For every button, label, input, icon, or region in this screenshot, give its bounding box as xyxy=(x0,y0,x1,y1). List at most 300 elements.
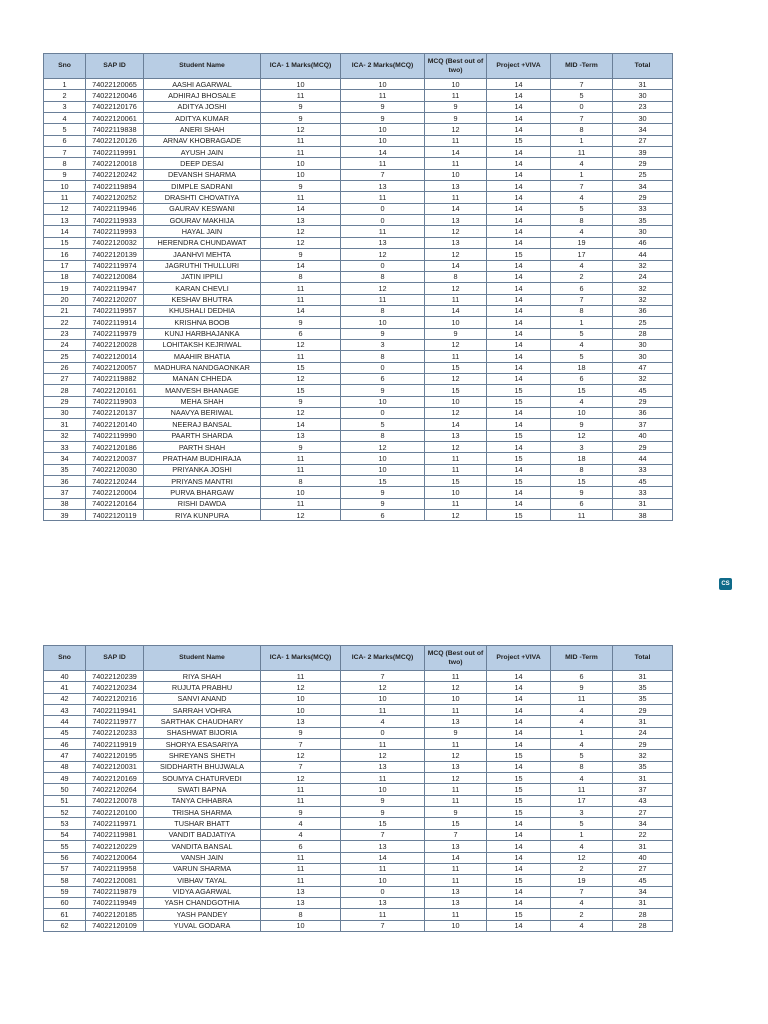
table-row xyxy=(44,305,673,316)
cell-student-name: PURVA BHARGAW xyxy=(144,487,261,498)
cell-sap-id: 74022119946 xyxy=(86,203,144,214)
cell-sap-id: 74022120252 xyxy=(86,192,144,203)
marks-table-1 xyxy=(43,53,673,521)
cell-mid-term: 4 xyxy=(551,226,613,237)
table-row xyxy=(44,716,673,727)
cell-sap-id: 74022119993 xyxy=(86,226,144,237)
cell-project-viva: 15 xyxy=(487,750,551,761)
cell-student-name: GAURAV KESWANI xyxy=(144,203,261,214)
table-row xyxy=(44,317,673,328)
cell-mcq-best: 11 xyxy=(425,875,487,886)
cell-ica2-marks: 10 xyxy=(341,693,425,704)
table-row xyxy=(44,419,673,430)
cell-total: 31 xyxy=(613,773,673,784)
cell-project-viva: 14 xyxy=(487,147,551,158)
column-header-project-viva: Project +VIVA xyxy=(487,54,551,79)
cell-ica2-marks: 0 xyxy=(341,407,425,418)
cell-mid-term: 4 xyxy=(551,716,613,727)
cell-student-name: ANERI SHAH xyxy=(144,124,261,135)
cell-project-viva: 14 xyxy=(487,852,551,863)
cell-sno: 28 xyxy=(44,385,86,396)
cell-total: 29 xyxy=(613,442,673,453)
cell-mid-term: 4 xyxy=(551,897,613,908)
table-row xyxy=(44,852,673,863)
cell-ica1-marks: 13 xyxy=(261,430,341,441)
cell-student-name: MAAHIR BHATIA xyxy=(144,351,261,362)
cell-student-name: DEEP DESAI xyxy=(144,158,261,169)
cell-project-viva: 14 xyxy=(487,113,551,124)
cell-student-name: JATIN IPPILI xyxy=(144,271,261,282)
cell-project-viva: 14 xyxy=(487,79,551,90)
cell-mcq-best: 11 xyxy=(425,135,487,146)
table-row xyxy=(44,237,673,248)
cell-mcq-best: 11 xyxy=(425,705,487,716)
cell-sap-id: 74022120014 xyxy=(86,351,144,362)
cell-sno: 25 xyxy=(44,351,86,362)
cell-project-viva: 14 xyxy=(487,419,551,430)
cell-ica1-marks: 7 xyxy=(261,761,341,772)
cell-project-viva: 14 xyxy=(487,351,551,362)
cell-student-name: TUSHAR BHATT xyxy=(144,818,261,829)
table-row xyxy=(44,829,673,840)
cell-ica2-marks: 12 xyxy=(341,442,425,453)
cell-ica2-marks: 6 xyxy=(341,373,425,384)
cell-ica2-marks: 15 xyxy=(341,818,425,829)
cell-ica1-marks: 13 xyxy=(261,886,341,897)
cell-ica1-marks: 14 xyxy=(261,203,341,214)
cell-sno: 34 xyxy=(44,453,86,464)
marks-table-2 xyxy=(43,645,673,932)
cell-ica1-marks: 11 xyxy=(261,283,341,294)
cell-project-viva: 15 xyxy=(487,875,551,886)
cell-mid-term: 7 xyxy=(551,294,613,305)
cell-mcq-best: 15 xyxy=(425,385,487,396)
cell-mid-term: 17 xyxy=(551,249,613,260)
cell-sno: 52 xyxy=(44,807,86,818)
cell-mcq-best: 11 xyxy=(425,795,487,806)
cell-project-viva: 14 xyxy=(487,158,551,169)
cell-mcq-best: 10 xyxy=(425,79,487,90)
cell-project-viva: 14 xyxy=(487,362,551,373)
cell-total: 32 xyxy=(613,260,673,271)
cell-project-viva: 14 xyxy=(487,203,551,214)
cell-mcq-best: 10 xyxy=(425,396,487,407)
table-row xyxy=(44,464,673,475)
cell-ica2-marks: 10 xyxy=(341,784,425,795)
cell-mcq-best: 7 xyxy=(425,829,487,840)
cell-ica2-marks: 0 xyxy=(341,727,425,738)
table-row xyxy=(44,351,673,362)
cell-sap-id: 74022119894 xyxy=(86,181,144,192)
table-row xyxy=(44,147,673,158)
cell-ica1-marks: 11 xyxy=(261,464,341,475)
column-header-sno: Sno xyxy=(44,54,86,79)
cell-sno: 49 xyxy=(44,773,86,784)
cell-ica1-marks: 11 xyxy=(261,351,341,362)
cell-student-name: YASH PANDEY xyxy=(144,909,261,920)
table-row xyxy=(44,453,673,464)
cell-student-name: HERENDRA CHUNDAWAT xyxy=(144,237,261,248)
cell-mid-term: 18 xyxy=(551,362,613,373)
cell-ica1-marks: 10 xyxy=(261,487,341,498)
table-row xyxy=(44,795,673,806)
cell-ica1-marks: 11 xyxy=(261,135,341,146)
cell-mid-term: 9 xyxy=(551,487,613,498)
cell-sap-id: 74022119977 xyxy=(86,716,144,727)
cell-ica2-marks: 10 xyxy=(341,464,425,475)
cell-total: 33 xyxy=(613,203,673,214)
cell-mcq-best: 12 xyxy=(425,339,487,350)
cell-mid-term: 4 xyxy=(551,841,613,852)
cell-sno: 8 xyxy=(44,158,86,169)
cell-sap-id: 74022120028 xyxy=(86,339,144,350)
cell-project-viva: 14 xyxy=(487,818,551,829)
cell-student-name: ADITYA KUMAR xyxy=(144,113,261,124)
cell-sap-id: 74022120264 xyxy=(86,784,144,795)
cell-sap-id: 74022120139 xyxy=(86,249,144,260)
cell-mcq-best: 13 xyxy=(425,237,487,248)
cell-student-name: RIYA KUNPURA xyxy=(144,510,261,521)
table-row xyxy=(44,226,673,237)
cell-student-name: KESHAV BHUTRA xyxy=(144,294,261,305)
cell-ica1-marks: 8 xyxy=(261,271,341,282)
cell-sno: 44 xyxy=(44,716,86,727)
cell-student-name: SIDDHARTH BHUJWALA xyxy=(144,761,261,772)
cell-sno: 43 xyxy=(44,705,86,716)
cell-project-viva: 14 xyxy=(487,863,551,874)
cell-project-viva: 14 xyxy=(487,237,551,248)
cell-total: 40 xyxy=(613,430,673,441)
cell-mid-term: 8 xyxy=(551,464,613,475)
cell-ica1-marks: 10 xyxy=(261,158,341,169)
cell-sap-id: 74022120065 xyxy=(86,79,144,90)
cell-project-viva: 14 xyxy=(487,761,551,772)
cell-student-name: PRIYANKA JOSHI xyxy=(144,464,261,475)
table-row xyxy=(44,362,673,373)
cell-project-viva: 14 xyxy=(487,226,551,237)
cell-student-name: DRASHTI CHOVATIYA xyxy=(144,192,261,203)
cell-mcq-best: 14 xyxy=(425,260,487,271)
cell-mid-term: 1 xyxy=(551,727,613,738)
cell-project-viva: 14 xyxy=(487,841,551,852)
cell-sno: 18 xyxy=(44,271,86,282)
cell-mcq-best: 12 xyxy=(425,124,487,135)
cell-ica1-marks: 7 xyxy=(261,739,341,750)
cell-project-viva: 14 xyxy=(487,305,551,316)
cell-student-name: YASH CHANDGOTHIA xyxy=(144,897,261,908)
header-row xyxy=(44,646,673,671)
cell-student-name: VIBHAV TAYAL xyxy=(144,875,261,886)
cell-ica1-marks: 13 xyxy=(261,897,341,908)
cell-student-name: SWATI BAPNA xyxy=(144,784,261,795)
cell-ica2-marks: 11 xyxy=(341,90,425,101)
cell-mcq-best: 12 xyxy=(425,442,487,453)
cell-student-name: VANDITA BANSAL xyxy=(144,841,261,852)
cell-sap-id: 74022120084 xyxy=(86,271,144,282)
cell-mcq-best: 9 xyxy=(425,113,487,124)
cell-sno: 62 xyxy=(44,920,86,931)
cell-mcq-best: 12 xyxy=(425,373,487,384)
cell-total: 45 xyxy=(613,875,673,886)
cell-ica1-marks: 9 xyxy=(261,727,341,738)
cell-sap-id: 74022119974 xyxy=(86,260,144,271)
cell-mcq-best: 11 xyxy=(425,294,487,305)
table-row xyxy=(44,79,673,90)
cell-project-viva: 14 xyxy=(487,682,551,693)
cell-sno: 59 xyxy=(44,886,86,897)
cell-sno: 15 xyxy=(44,237,86,248)
cell-sno: 19 xyxy=(44,283,86,294)
cell-mid-term: 1 xyxy=(551,317,613,328)
cell-mid-term: 1 xyxy=(551,169,613,180)
cell-sap-id: 74022119933 xyxy=(86,215,144,226)
cell-student-name: PAARTH SHARDA xyxy=(144,430,261,441)
cell-mid-term: 4 xyxy=(551,260,613,271)
cell-total: 37 xyxy=(613,784,673,795)
cell-ica2-marks: 9 xyxy=(341,113,425,124)
table-row xyxy=(44,192,673,203)
cell-student-name: SHREYANS SHETH xyxy=(144,750,261,761)
cell-sno: 24 xyxy=(44,339,86,350)
cell-student-name: SHORYA ESASARIYA xyxy=(144,739,261,750)
cell-project-viva: 14 xyxy=(487,294,551,305)
cell-ica2-marks: 9 xyxy=(341,487,425,498)
cell-ica2-marks: 11 xyxy=(341,192,425,203)
cell-sno: 32 xyxy=(44,430,86,441)
cell-ica1-marks: 9 xyxy=(261,396,341,407)
cell-project-viva: 15 xyxy=(487,909,551,920)
table-row xyxy=(44,124,673,135)
cell-ica2-marks: 7 xyxy=(341,829,425,840)
cell-ica2-marks: 9 xyxy=(341,328,425,339)
column-header-total: Total xyxy=(613,646,673,671)
table-row xyxy=(44,385,673,396)
cell-sno: 38 xyxy=(44,498,86,509)
cell-mid-term: 4 xyxy=(551,339,613,350)
table-row xyxy=(44,169,673,180)
cell-ica1-marks: 13 xyxy=(261,716,341,727)
cell-student-name: VANDIT BADJATIYA xyxy=(144,829,261,840)
table-row xyxy=(44,90,673,101)
cell-project-viva: 14 xyxy=(487,705,551,716)
cell-mid-term: 4 xyxy=(551,158,613,169)
cell-sap-id: 74022120169 xyxy=(86,773,144,784)
cell-project-viva: 14 xyxy=(487,339,551,350)
cell-sno: 40 xyxy=(44,671,86,682)
cell-ica1-marks: 14 xyxy=(261,419,341,430)
cell-total: 35 xyxy=(613,682,673,693)
cell-mid-term: 18 xyxy=(551,453,613,464)
cell-mid-term: 3 xyxy=(551,807,613,818)
cell-project-viva: 14 xyxy=(487,260,551,271)
cell-project-viva: 14 xyxy=(487,920,551,931)
cell-mcq-best: 9 xyxy=(425,101,487,112)
cell-ica2-marks: 10 xyxy=(341,79,425,90)
cell-sno: 31 xyxy=(44,419,86,430)
cell-student-name: VARUN SHARMA xyxy=(144,863,261,874)
cell-project-viva: 15 xyxy=(487,453,551,464)
cell-mcq-best: 13 xyxy=(425,716,487,727)
cell-mcq-best: 11 xyxy=(425,863,487,874)
cell-student-name: AASHI AGARWAL xyxy=(144,79,261,90)
cell-mcq-best: 13 xyxy=(425,181,487,192)
cell-ica2-marks: 10 xyxy=(341,453,425,464)
cell-total: 28 xyxy=(613,328,673,339)
cell-total: 31 xyxy=(613,671,673,682)
cell-mid-term: 5 xyxy=(551,328,613,339)
cell-sno: 21 xyxy=(44,305,86,316)
cell-mcq-best: 11 xyxy=(425,671,487,682)
cell-project-viva: 15 xyxy=(487,396,551,407)
cell-sno: 4 xyxy=(44,113,86,124)
cell-student-name: JAGRUTHI THULLURI xyxy=(144,260,261,271)
cell-ica1-marks: 11 xyxy=(261,852,341,863)
cell-total: 33 xyxy=(613,464,673,475)
cell-student-name: ARNAV KHOBRAGADE xyxy=(144,135,261,146)
cell-project-viva: 15 xyxy=(487,773,551,784)
cell-student-name: SANVI ANAND xyxy=(144,693,261,704)
cell-total: 34 xyxy=(613,181,673,192)
cell-ica1-marks: 11 xyxy=(261,453,341,464)
cell-mcq-best: 14 xyxy=(425,419,487,430)
cell-ica1-marks: 10 xyxy=(261,79,341,90)
cell-sap-id: 74022119958 xyxy=(86,863,144,874)
cell-sap-id: 74022120161 xyxy=(86,385,144,396)
cell-sno: 17 xyxy=(44,260,86,271)
table-row xyxy=(44,784,673,795)
cell-project-viva: 14 xyxy=(487,671,551,682)
cell-mid-term: 2 xyxy=(551,863,613,874)
cell-student-name: MEHA SHAH xyxy=(144,396,261,407)
cell-ica2-marks: 0 xyxy=(341,260,425,271)
cell-project-viva: 15 xyxy=(487,249,551,260)
cell-student-name: PRATHAM BUDHIRAJA xyxy=(144,453,261,464)
cell-student-name: DEVANSH SHARMA xyxy=(144,169,261,180)
cell-project-viva: 14 xyxy=(487,727,551,738)
cell-student-name: MADHURA NANDGAONKAR xyxy=(144,362,261,373)
cell-sap-id: 74022120207 xyxy=(86,294,144,305)
cell-ica1-marks: 11 xyxy=(261,795,341,806)
cell-mcq-best: 12 xyxy=(425,773,487,784)
table-row xyxy=(44,271,673,282)
cell-ica1-marks: 12 xyxy=(261,773,341,784)
column-header-ica2-marks: ICA- 2 Marks(MCQ) xyxy=(341,646,425,671)
column-header-mcq-best: MCQ (Best out of two) xyxy=(425,54,487,79)
cell-sno: 50 xyxy=(44,784,86,795)
cell-ica2-marks: 11 xyxy=(341,773,425,784)
cell-project-viva: 14 xyxy=(487,442,551,453)
table-row xyxy=(44,750,673,761)
cell-mcq-best: 13 xyxy=(425,841,487,852)
cell-ica1-marks: 10 xyxy=(261,693,341,704)
cell-total: 45 xyxy=(613,385,673,396)
cell-ica2-marks: 9 xyxy=(341,795,425,806)
cell-total: 46 xyxy=(613,237,673,248)
cell-sno: 23 xyxy=(44,328,86,339)
cell-mid-term: 4 xyxy=(551,920,613,931)
cell-total: 24 xyxy=(613,271,673,282)
cell-ica2-marks: 13 xyxy=(341,761,425,772)
table-row xyxy=(44,773,673,784)
cell-project-viva: 15 xyxy=(487,795,551,806)
cell-mcq-best: 11 xyxy=(425,90,487,101)
cell-ica2-marks: 9 xyxy=(341,807,425,818)
cell-ica2-marks: 14 xyxy=(341,852,425,863)
cell-sap-id: 74022120229 xyxy=(86,841,144,852)
cell-ica2-marks: 11 xyxy=(341,909,425,920)
cell-sap-id: 74022120100 xyxy=(86,807,144,818)
cell-ica1-marks: 12 xyxy=(261,124,341,135)
cell-student-name: SHASHWAT BIJORIA xyxy=(144,727,261,738)
table-row xyxy=(44,101,673,112)
cell-project-viva: 14 xyxy=(487,181,551,192)
cell-ica2-marks: 8 xyxy=(341,351,425,362)
cell-mid-term: 5 xyxy=(551,90,613,101)
cell-sap-id: 74022120064 xyxy=(86,852,144,863)
cell-mid-term: 3 xyxy=(551,442,613,453)
table-row xyxy=(44,886,673,897)
cell-ica2-marks: 13 xyxy=(341,181,425,192)
table-row xyxy=(44,671,673,682)
cell-total: 30 xyxy=(613,90,673,101)
cell-project-viva: 14 xyxy=(487,271,551,282)
cell-mcq-best: 13 xyxy=(425,897,487,908)
cell-mcq-best: 10 xyxy=(425,317,487,328)
cell-total: 25 xyxy=(613,317,673,328)
cell-sno: 14 xyxy=(44,226,86,237)
table-row xyxy=(44,761,673,772)
cell-student-name: SARRAH VOHRA xyxy=(144,705,261,716)
cell-ica1-marks: 8 xyxy=(261,476,341,487)
cell-ica1-marks: 9 xyxy=(261,181,341,192)
cell-sap-id: 74022120242 xyxy=(86,169,144,180)
cell-student-name: YUVAL GODARA xyxy=(144,920,261,931)
cell-total: 29 xyxy=(613,396,673,407)
cell-sap-id: 74022120109 xyxy=(86,920,144,931)
cell-sno: 33 xyxy=(44,442,86,453)
cell-sap-id: 74022120233 xyxy=(86,727,144,738)
cell-mcq-best: 11 xyxy=(425,453,487,464)
cell-ica2-marks: 9 xyxy=(341,498,425,509)
cell-sap-id: 74022120140 xyxy=(86,419,144,430)
cell-total: 35 xyxy=(613,761,673,772)
cell-ica1-marks: 9 xyxy=(261,249,341,260)
cell-ica2-marks: 9 xyxy=(341,101,425,112)
table-row xyxy=(44,396,673,407)
cell-mid-term: 19 xyxy=(551,237,613,248)
cell-project-viva: 15 xyxy=(487,385,551,396)
cell-sap-id: 74022120030 xyxy=(86,464,144,475)
cell-sno: 47 xyxy=(44,750,86,761)
header-row xyxy=(44,54,673,79)
cell-ica1-marks: 9 xyxy=(261,113,341,124)
cell-ica1-marks: 11 xyxy=(261,784,341,795)
cell-total: 47 xyxy=(613,362,673,373)
cell-sno: 56 xyxy=(44,852,86,863)
cell-sap-id: 74022120176 xyxy=(86,101,144,112)
cell-student-name: MANVESH BHANAGE xyxy=(144,385,261,396)
cell-sap-id: 74022119941 xyxy=(86,705,144,716)
cell-sap-id: 74022119879 xyxy=(86,886,144,897)
cell-sno: 7 xyxy=(44,147,86,158)
column-header-ica2-marks: ICA- 2 Marks(MCQ) xyxy=(341,54,425,79)
cell-total: 36 xyxy=(613,407,673,418)
table-row xyxy=(44,328,673,339)
table-row xyxy=(44,215,673,226)
cell-sno: 54 xyxy=(44,829,86,840)
cell-total: 31 xyxy=(613,498,673,509)
cell-sap-id: 74022120004 xyxy=(86,487,144,498)
